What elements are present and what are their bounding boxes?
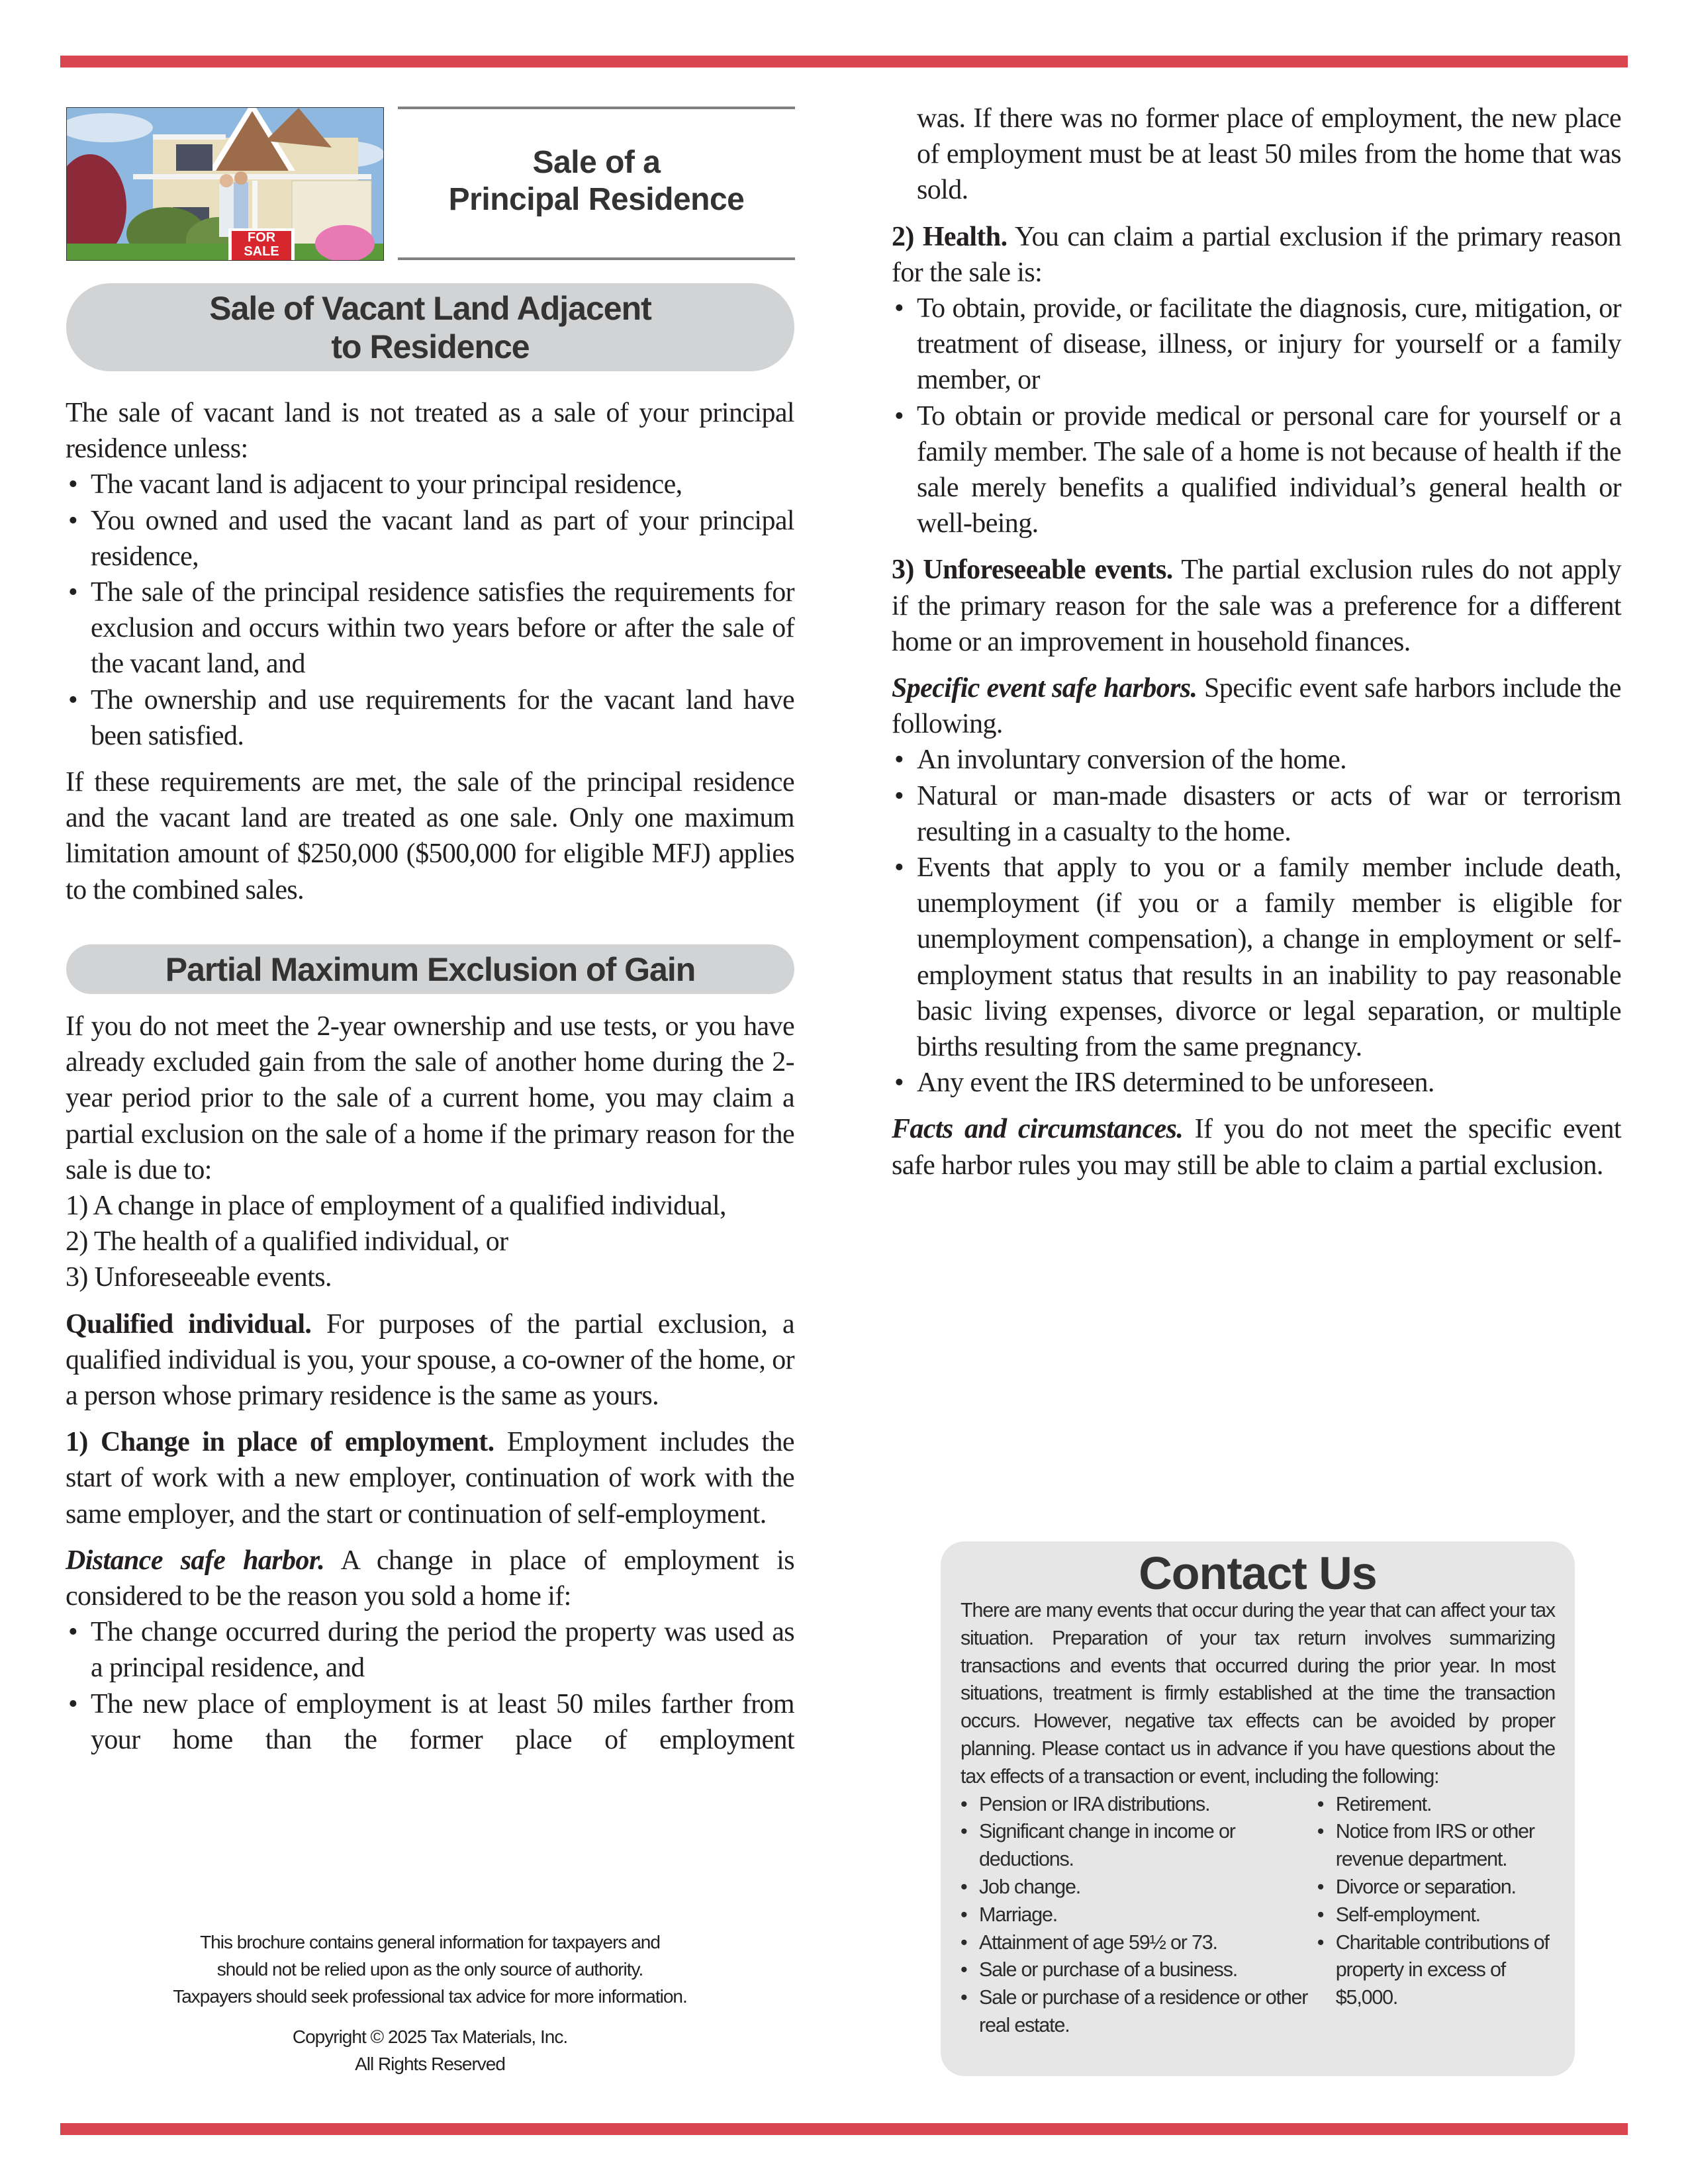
partial-exclusion-reasons <box>66 1188 794 1296</box>
list-item <box>961 1929 1317 1957</box>
unforeseeable-text: The partial exclusion rules do not apply if the primary reason for the sale was a preference for a different home or an improvement in household finances. <box>892 555 1621 657</box>
list-item <box>961 1874 1317 1901</box>
vacant-land-conclusion: If these requirements are met, the sale of the principal residence and the vacant land are treated as one sale. Only one maximum limitation amount of $250,000 ($500,000 for eligible MFJ) applies to the combined sales. <box>66 767 794 905</box>
rights-text: All Rights Reserved <box>355 2054 505 2074</box>
contact-us-box <box>941 1541 1575 2076</box>
change-employment-text: Employment includes the start of work with a new employer, continuation of work with the same employer, and the start or continuation of self-employment. <box>66 1427 794 1529</box>
list-item <box>66 503 794 574</box>
list-item <box>1317 1818 1555 1874</box>
list-item-text: An involuntary conversion of the home. <box>917 745 1347 776</box>
list-item-text: Events that apply to you or a family member include death, unemployment (if you or a family member is eligible for unemployment compensation), a change in employment or self-employment status that results in an inability to pay reasonable basic living expenses, divorce or legal separation, or multiple births resulting from the same pregnancy. <box>917 852 1621 1063</box>
distance-safe-harbor-text: A change in place of employment is considered to be the reason you sold a home if: <box>66 1545 794 1612</box>
list-item-text: Self-employment. <box>1335 1903 1480 1926</box>
list-item <box>892 291 1621 398</box>
change-employment-label: 1) Change in place of employment. <box>66 1427 494 1458</box>
unforeseeable-paragraph <box>892 552 1621 660</box>
list-item <box>961 1984 1317 2040</box>
bullet-icon: • <box>1317 1792 1324 1815</box>
specific-event-paragraph <box>892 670 1621 742</box>
list-item <box>892 398 1621 542</box>
list-item-text: Attainment of age 59½ or 73. <box>979 1931 1217 1954</box>
qualified-individual-label: Qualified individual. <box>66 1308 312 1340</box>
list-item-text: To obtain or provide medical or personal care for yourself or a family member. The sale of a home is not because of health if the sale merely benefits a qualified individual’s general health or well-being. <box>917 400 1621 539</box>
unforeseeable-label: 3) Unforeseeable events. <box>892 555 1173 586</box>
list-item <box>66 1614 794 1686</box>
list-item-text: Charitable contributions of property in excess of $5,000. <box>1335 1931 1549 2009</box>
partial-exclusion-right <box>892 101 1621 1194</box>
bullet-icon: • <box>68 505 78 536</box>
list-item <box>961 1901 1317 1929</box>
distance-safe-harbor-paragraph <box>66 1543 794 1614</box>
section-heading-vacant-land-line1: Sale of Vacant Land Adjacent <box>209 289 651 327</box>
specific-event-label: Specific event safe harbors. <box>892 673 1197 704</box>
list-item <box>892 742 1621 778</box>
list-item-text: To obtain, provide, or facilitate the diagnosis, cure, mitigation, or treatment of disease, illness, or injury for yourself or a family member, or <box>917 293 1621 396</box>
disclaimer <box>66 1929 794 2010</box>
list-item-text: Notice from IRS or other revenue department. <box>1335 1820 1534 1871</box>
bullet-icon: • <box>1317 1820 1324 1843</box>
health-paragraph <box>892 219 1621 291</box>
list-item-text: The new place of employment is at least 50 miles farther from your home than the former place of employment <box>91 1688 794 1755</box>
list-item <box>66 574 794 682</box>
list-item <box>1317 1929 1555 2012</box>
title-top-rule <box>398 107 795 109</box>
house-illustration <box>67 108 383 260</box>
list-item-text: Natural or man-made disasters or acts of war or terrorism resulting in a casualty to the home. <box>917 780 1621 847</box>
bullet-icon: • <box>894 293 904 324</box>
bullet-icon: • <box>961 1958 967 1981</box>
vacant-land-requirements-list <box>66 467 794 754</box>
list-item <box>961 1818 1317 1874</box>
distance-bullet-continuation: was. If there was no former place of employment, the new place of employment must be at least 50 miles from the home that was sold. <box>917 103 1621 206</box>
list-item <box>892 778 1621 850</box>
health-text: You can claim a partial exclusion if the primary reason for the sale is: <box>892 221 1621 288</box>
facts-circumstances-text: If you do not meet the specific event safe harbor rules you may still be able to claim a partial exclusion. <box>892 1114 1621 1181</box>
list-item-text: Marriage. <box>979 1903 1058 1926</box>
facts-circumstances-label: Facts and circumstances. <box>892 1114 1184 1145</box>
list-item <box>66 467 794 502</box>
partial-exclusion-intro: If you do not meet the 2-year ownership and use tests, or you have already excluded gain from the sale of another home during the 2-year period prior to the sale of a current home, you may claim a partial exclusion on the sale of a home if the primary reason for the sale is due to: <box>66 1011 794 1185</box>
contact-us-event-lists <box>961 1791 1555 2040</box>
list-item-text: Significant change in income or deductions. <box>979 1820 1235 1871</box>
contact-us-title: Contact Us <box>1139 1547 1377 1599</box>
bullet-icon: • <box>894 745 904 776</box>
title-bottom-rule <box>398 257 795 260</box>
qualified-individual-text: For purposes of the partial exclusion, a qualified individual is you, your spouse, a co-owner of the home, or a person whose primary residence is the same as yours. <box>66 1308 794 1412</box>
list-item <box>892 1065 1621 1101</box>
page-title-line1: Sale of a <box>532 145 661 180</box>
list-item-text: Pension or IRA distributions. <box>979 1792 1210 1815</box>
list-item <box>66 1686 794 1758</box>
list-item-text: The ownership and use requirements for the vacant land have been satisfied. <box>91 684 794 751</box>
list-item <box>66 682 794 754</box>
bullet-icon: • <box>894 1068 904 1099</box>
section-heading-partial-exclusion: Partial Maximum Exclusion of Gain <box>66 944 794 994</box>
list-item <box>961 1791 1317 1819</box>
list-item-text: Sale or purchase of a business. <box>979 1958 1238 1981</box>
list-item-text: The sale of the principal residence satisfies the requirements for exclusion and occurs within two years before or after the sale of the vacant land, and <box>91 577 794 680</box>
bullet-icon: • <box>961 1792 967 1815</box>
sign-text-line2: SALE <box>244 244 279 259</box>
list-item-text: You owned and used the vacant land as part of your principal residence, <box>91 505 794 572</box>
facts-circumstances-paragraph <box>892 1111 1621 1183</box>
distance-safe-harbor-label: Distance safe harbor. <box>66 1545 325 1576</box>
house-photo <box>66 107 384 261</box>
list-item <box>1317 1874 1555 1901</box>
vacant-land-intro: The sale of vacant land is not treated as a sale of your principal residence unless: <box>66 398 794 465</box>
disclaimer-line1: This brochure contains general information for taxpayers and <box>200 1932 660 1952</box>
list-item: 2) The health of a qualified individual, or <box>66 1226 508 1257</box>
section-heading-vacant-land-line2: to Residence <box>331 328 530 365</box>
bullet-icon: • <box>894 780 904 811</box>
specific-event-list <box>892 742 1621 1101</box>
distance-safe-harbor-list <box>66 1614 794 1758</box>
list-item <box>1317 1791 1555 1819</box>
bullet-icon: • <box>1317 1931 1324 1954</box>
list-item <box>1317 1901 1555 1929</box>
bottom-accent-bar <box>60 2123 1628 2135</box>
disclaimer-line3: Taxpayers should seek professional tax advice for more information. <box>173 1986 687 2007</box>
change-employment-paragraph <box>66 1424 794 1532</box>
list-item-text: The vacant land is adjacent to your principal residence, <box>91 469 682 500</box>
copyright-text: Copyright © 2025 Tax Materials, Inc. <box>292 2026 568 2047</box>
contact-us-body: There are many events that occur during the year that can affect your tax situation. Preparation of your tax return involves summarizing transactions and events that occurred during the prior year. In most situations, treatment is firmly established at the time the transaction occurs. However, negative tax effects can be avoided by proper planning. Please contact us in advance if you have questions about the tax effects of a transaction or event, including the following: <box>961 1599 1555 1788</box>
bullet-icon: • <box>68 469 78 500</box>
bullet-icon: • <box>1317 1903 1324 1926</box>
vacant-land-section <box>66 395 794 919</box>
qualified-individual-paragraph <box>66 1306 794 1414</box>
list-item <box>892 850 1621 1065</box>
sign-text-line1: FOR <box>247 230 276 245</box>
contact-events-right <box>1317 1791 1555 2040</box>
page-title-line2: Principal Residence <box>448 182 745 217</box>
specific-event-text: Specific event safe harbors include the following. <box>892 673 1621 740</box>
section-heading-vacant-land <box>66 283 794 371</box>
list-item-text: Job change. <box>979 1875 1080 1898</box>
bullet-icon: • <box>894 400 904 432</box>
list-item <box>961 1956 1317 1984</box>
bullet-icon: • <box>68 1688 78 1719</box>
health-label: 2) Health. <box>892 221 1008 252</box>
bullet-icon: • <box>894 852 904 884</box>
list-item-text: Retirement. <box>1335 1792 1432 1815</box>
contact-events-left <box>961 1791 1317 2040</box>
for-sale-sign <box>232 231 291 259</box>
list-item: 1) A change in place of employment of a qualified individual, <box>66 1191 726 1222</box>
bullet-icon: • <box>961 1986 967 2009</box>
bullet-icon: • <box>961 1931 967 1954</box>
list-item: 3) Unforeseeable events. <box>66 1262 332 1293</box>
bullet-icon: • <box>68 684 78 715</box>
list-item-text: Divorce or separation. <box>1335 1875 1516 1898</box>
bullet-icon: • <box>961 1875 967 1898</box>
bullet-icon: • <box>961 1820 967 1843</box>
health-list <box>892 291 1621 541</box>
list-item-text: Any event the IRS determined to be unforeseen. <box>917 1068 1434 1099</box>
page-title <box>398 144 795 218</box>
bullet-icon: • <box>68 577 78 608</box>
partial-exclusion-left <box>66 1009 794 1758</box>
top-accent-bar <box>60 56 1628 68</box>
bullet-icon: • <box>68 1617 78 1648</box>
bullet-icon: • <box>961 1903 967 1926</box>
list-item-text: Sale or purchase of a residence or other real estate. <box>979 1986 1308 2036</box>
copyright-block <box>66 2023 794 2077</box>
bullet-icon: • <box>1317 1875 1324 1898</box>
list-item-text: The change occurred during the period the property was used as a principal residence, and <box>91 1617 794 1684</box>
disclaimer-line2: should not be relied upon as the only source of authority. <box>216 1959 643 1979</box>
